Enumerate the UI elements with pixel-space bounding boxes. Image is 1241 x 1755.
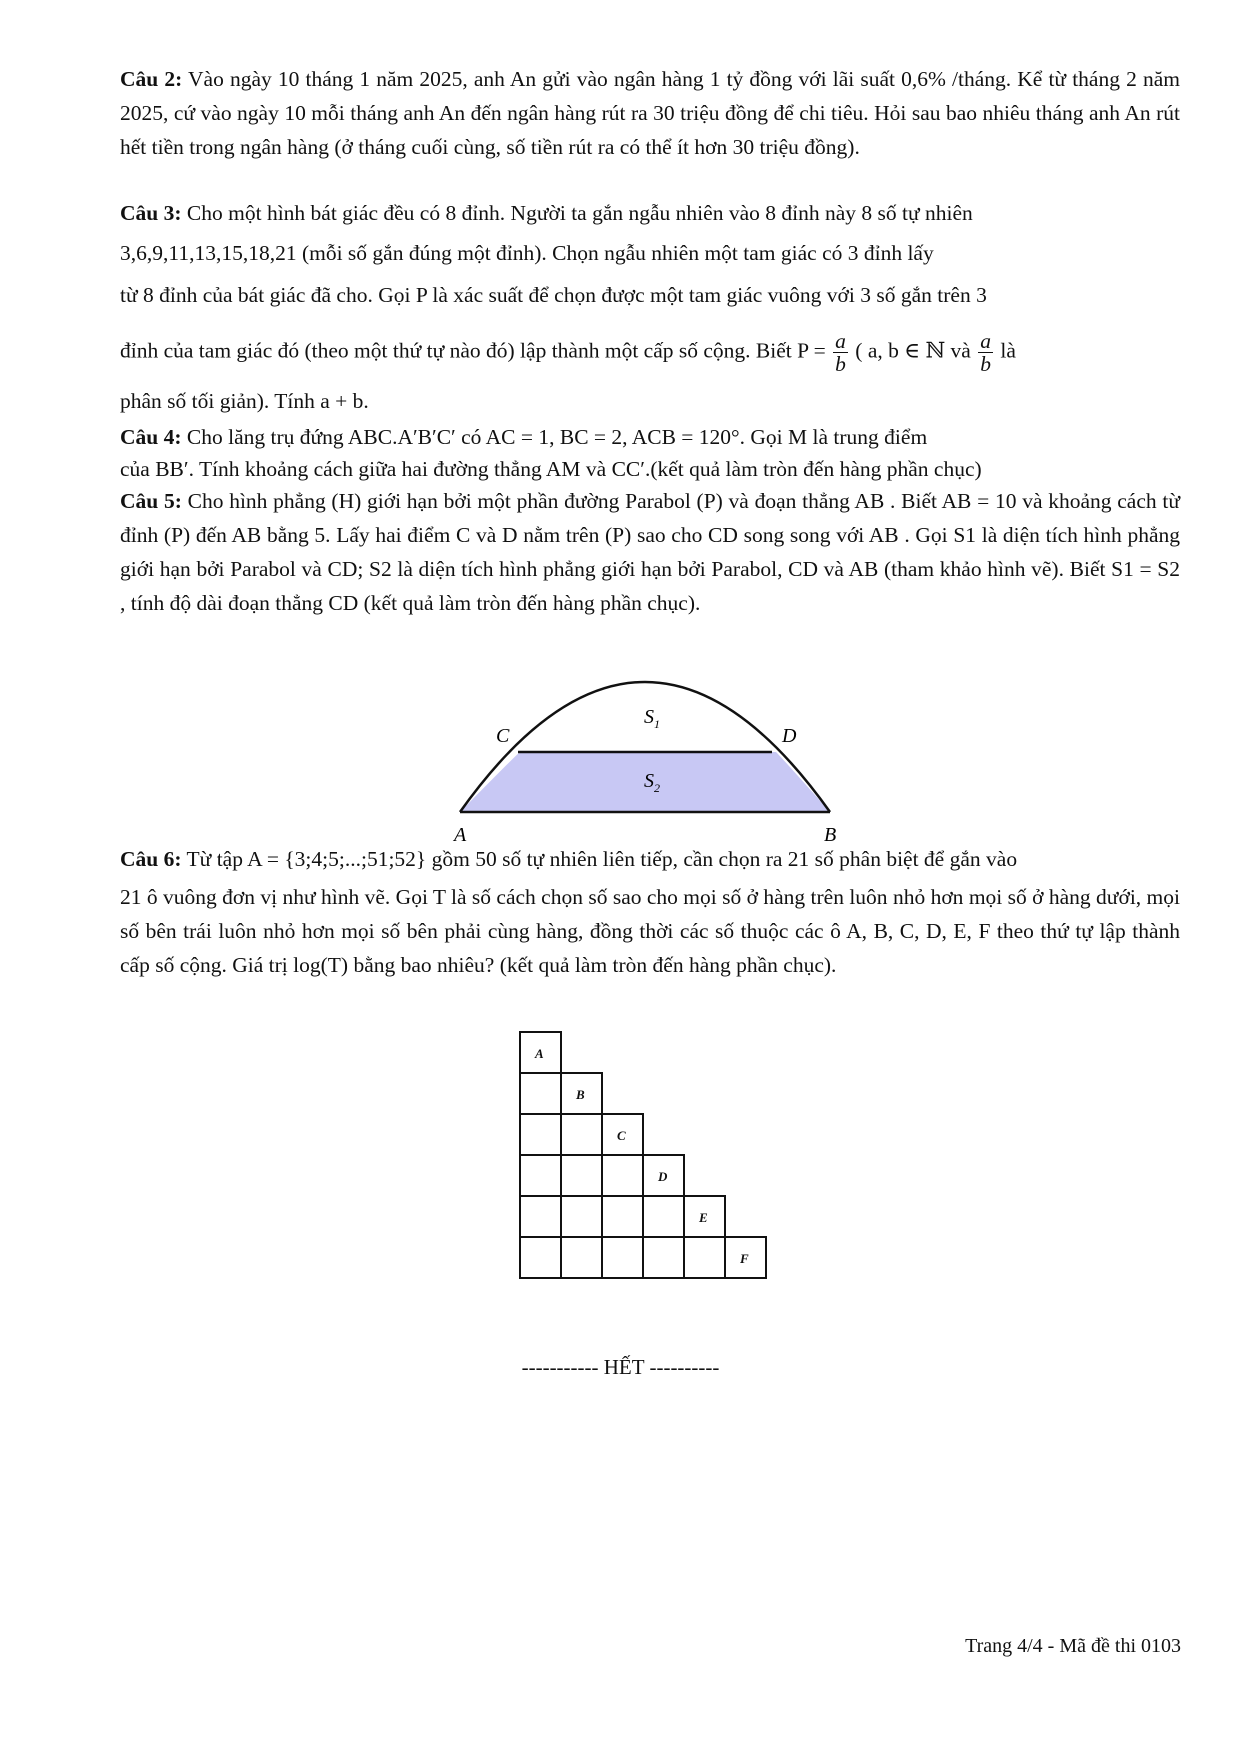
question-3-line4b: ( a, b ∈ ℕ và [855, 338, 971, 363]
question-3-line4c: là [1000, 338, 1016, 363]
question-3 [120, 196, 1180, 230]
parabola-figure [440, 680, 850, 855]
cell-d-label: D [658, 1169, 668, 1184]
question-4-line2: của BB′. Tính khoảng cách giữa hai đường thẳng AM và CC′.(kết quả làm tròn đến hàng phần chục) [120, 457, 982, 481]
question-6-text: 21 ô vuông đơn vị như hình vẽ. Gọi T là số cách chọn số sao cho mọi số ở hàng trên luôn nhỏ hơn mọi số ở hàng dưới, mọi số bên trái luôn nhỏ hơn mọi số bên phải cùng hàng, đồng thời các số thuộc các ô A, B, C, D, E, F theo thứ tự lập thành cấp số cộng. Giá trị log(T) bằng bao nhiêu? (kết quả làm tròn đến hàng phần chục). [120, 885, 1180, 977]
question-3-line2-row [120, 236, 1180, 270]
question-6-label: Câu 6: [120, 847, 182, 871]
question-3-line3-row [120, 278, 1180, 312]
end-marker: ----------- HẾT ---------- [521, 1355, 720, 1379]
question-2 [120, 62, 1180, 164]
staircase-grid [515, 1027, 775, 1287]
question-3-line5: phân số tối giản). Tính a + b. [120, 389, 369, 413]
label-c: C [496, 725, 510, 747]
cell-f-label: F [740, 1251, 749, 1266]
question-2-label: Câu 2: [120, 67, 183, 91]
question-6-body [120, 880, 1180, 982]
question-3-line4a: đỉnh của tam giác đó (theo một thứ tự nào đó) lập thành một cấp số cộng. Biết P = [120, 338, 826, 363]
question-4 [120, 420, 1180, 454]
question-4-line1: Cho lăng trụ đứng ABC.A′B′C′ có AC = 1, BC = 2, ACB = 120°. Gọi M là trung điểm [186, 425, 928, 449]
fraction-numerator: a [835, 329, 846, 353]
cell-e-label: E [699, 1210, 708, 1225]
question-5-text: Cho hình phẳng (H) giới hạn bởi một phần đường Parabol (P) và đoạn thẳng AB . Biết AB = 10 và khoảng cách từ đỉnh (P) đến AB bằng 5. Lấy hai điểm C và D nằm trên (P) sao cho CD song song với AB . Gọi S1 là diện tích hình phẳng giới hạn bởi Parabol và CD; S2 là diện tích hình phẳng giới hạn bởi Parabol, CD và AB (tham khảo hình vẽ). Biết S1 = S2 , tính độ dài đoạn thẳng CD (kết quả làm tròn đến hàng phần chục). [120, 489, 1180, 615]
label-s1: $S_1$ [644, 706, 660, 731]
grid-cells [520, 1032, 766, 1278]
fraction-ab [978, 330, 993, 375]
label-b: B [824, 824, 837, 846]
question-6 [120, 842, 1180, 876]
cell-a-label: A [535, 1046, 544, 1061]
question-3-label: Câu 3: [120, 201, 182, 225]
question-3-line2: 3,6,9,11,13,15,18,21 (mỗi số gắn đúng một đỉnh). Chọn ngẫu nhiên một tam giác có 3 đỉnh lấy [120, 241, 934, 265]
fraction-ab-numerator: a [980, 329, 991, 353]
cell-c-label: C [617, 1128, 626, 1143]
question-6-line1: Từ tập A = {3;4;5;...;51;52} gồm 50 số tự nhiên liên tiếp, cần chọn ra 21 số phân biệt để gắn vào [186, 847, 1018, 871]
question-3-line3: từ 8 đỉnh của bát giác đã cho. Gọi P là xác suất để chọn được một tam giác vuông với 3 số gắn trên 3 [120, 283, 987, 307]
fraction-denominator: b [835, 352, 846, 376]
question-4-line2-row [120, 452, 1180, 486]
probability-fraction [833, 330, 848, 375]
cell-b-label: B [576, 1087, 585, 1102]
page-footer: Trang 4/4 - Mã đề thi 0103 [965, 1635, 1181, 1657]
question-4-label: Câu 4: [120, 425, 182, 449]
label-s2: $S_2$ [644, 770, 660, 795]
question-3-line4-row [120, 330, 1180, 375]
question-2-text: Vào ngày 10 tháng 1 năm 2025, anh An gửi vào ngân hàng 1 tỷ đồng với lãi suất 0,6% /tháng. Kể từ tháng 2 năm 2025, cứ vào ngày 10 mỗi tháng anh An đến ngân hàng rút ra 30 triệu đồng để chi tiêu. Hỏi sau bao nhiêu tháng anh An rút hết tiền trong ngân hàng (ở tháng cuối cùng, số tiền rút ra có thể ít hơn 30 triệu đồng). [120, 67, 1180, 159]
question-5 [120, 484, 1180, 620]
question-5-label: Câu 5: [120, 489, 182, 513]
fraction-ab-denominator: b [980, 352, 991, 376]
label-a: A [454, 824, 467, 846]
question-3-line5-row [120, 384, 1180, 418]
label-d: D [782, 725, 797, 747]
question-3-line1: Cho một hình bát giác đều có 8 đỉnh. Người ta gắn ngẫu nhiên vào 8 đỉnh này 8 số tự nhiên [186, 201, 973, 225]
